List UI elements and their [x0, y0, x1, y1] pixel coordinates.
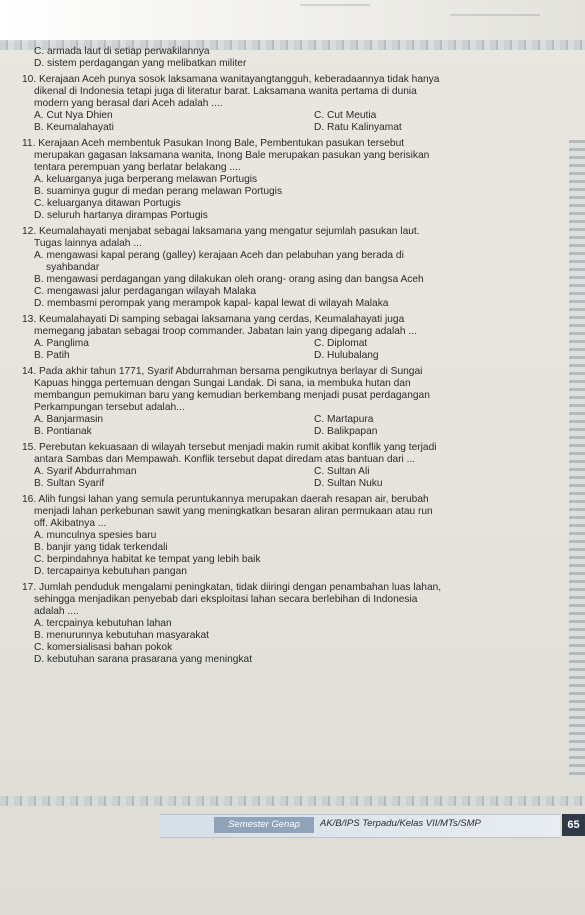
option-c: C. mengawasi jalur perdagangan wilayah Malaka [34, 286, 256, 297]
page-number: 65 [562, 814, 585, 836]
option-b: B. menurunnya kebutuhan masyarakat [34, 630, 209, 641]
option-d: D. kebutuhan sarana prasarana yang meningkat [34, 654, 253, 665]
option-b: B. Pontianak [34, 426, 92, 437]
option-row [22, 426, 562, 438]
option-a: A. Cut Nya Dhien [34, 110, 113, 121]
question-text: 16. Alih fungsi lahan yang semula peruntukannya merupakan daerah resapan air, berubah [22, 494, 429, 505]
page-footer [0, 804, 585, 844]
question-text: Perkampungan tersebut adalah... [34, 402, 185, 413]
option-d: D. seluruh hartanya dirampas Portugis [34, 210, 208, 221]
option-c: C. Sultan Ali [314, 466, 370, 477]
question-text: off. Akibatnya ... [34, 518, 107, 529]
option-a: A. mengawasi kapal perang (galley) kerajaan Aceh dan pelabuhan yang berada di [34, 250, 404, 261]
question-text: merupakan gagasan laksamana wanita, Inong Bale merupakan pasukan yang berisikan [34, 150, 430, 161]
option-c: C. Martapura [314, 414, 374, 425]
question-17 [22, 582, 562, 666]
option-row [22, 110, 562, 122]
question-text: 11. Kerajaan Aceh membentuk Pasukan Inong Bale, Pembentukan pasukan tersebut [22, 138, 405, 149]
decorative-border-right [569, 140, 585, 780]
question-text: membangun pemukiman baru yang kemudian berkembang menjadi pusat perdagangan [34, 390, 430, 401]
question-11 [22, 138, 562, 222]
question-text: sehingga menjadikan penyebab dari eksploitasi lahan secara berlebihan di Indonesia [34, 594, 418, 605]
question-16 [22, 494, 562, 578]
option-a: A. Panglima [34, 338, 89, 349]
question-content [22, 46, 562, 666]
scribble-mark [300, 4, 370, 6]
question-text: memegang jabatan sebagai troop commander. Jabatan lain yang dipegang adalah ... [34, 326, 417, 337]
option-row [22, 122, 562, 134]
option-a: A. tercpainya kebutuhan lahan [34, 618, 172, 629]
option-b: B. mengawasi perdagangan yang dilakukan oleh orang- orang asing dan bangsa Aceh [34, 274, 424, 285]
question-text: 15. Perebutan kekuasaan di wilayah tersebut menjadi makin rumit akibat konflik yang terjadi [22, 442, 437, 453]
question-text: dikenal di Indonesia tetapi juga di literatur barat. Laksamana wanita pertama di dunia [34, 86, 417, 97]
option-row [22, 350, 562, 362]
question-text: menjadi lahan perkebunan sawit yang meningkatkan besaran aliran permukaan atau run [34, 506, 433, 517]
question-text: Tugas lainnya adalah ... [34, 238, 142, 249]
option-row [22, 478, 562, 490]
question-text: tentara perempuan yang berlatar belakang .... [34, 162, 241, 173]
question-10 [22, 74, 562, 134]
option-b: B. Keumalahayati [34, 122, 114, 133]
question-text: antara Sambas dan Mempawah. Konflik tersebut dapat diredam atas bantuan dari ... [34, 454, 416, 465]
option-d: D. Ratu Kalinyamat [314, 122, 402, 133]
option-b: B. Patih [34, 350, 70, 361]
question-text: Kapuas hingga pertemuan dengan Sungai Landak. Di sana, ia membuka hutan dan [34, 378, 411, 389]
option-b: B. suaminya gugur di medan perang melawan Portugis [34, 186, 283, 197]
question-13 [22, 314, 562, 362]
option-row [22, 414, 562, 426]
option-c: C. berpindahnya habitat ke tempat yang lebih baik [34, 554, 261, 565]
option-b: B. Sultan Syarif [34, 478, 105, 489]
option-a: A. Syarif Abdurrahman [34, 466, 137, 477]
option-row [22, 338, 562, 350]
option-c: C. Cut Meutia [314, 110, 377, 121]
question-14 [22, 366, 562, 438]
option-c: C. keluarganya ditawan Portugis [34, 198, 181, 209]
option-d: D. Sultan Nuku [314, 478, 383, 489]
question-text: 13. Keumalahayati Di samping sebagai laksamana yang cerdas, Keumalahayati juga [22, 314, 405, 325]
option-d: D. Balikpapan [314, 426, 378, 437]
option-a: A. keluarganya juga berperang melawan Portugis [34, 174, 258, 185]
option-a-continued: syahbandar [46, 262, 100, 273]
page-top-edge [0, 0, 585, 42]
course-code: AK/B/IPS Terpadu/Kelas VII/MTs/SMP [320, 818, 481, 829]
question-text: 14. Pada akhir tahun 1771, Syarif Abdurrahman bersama pengikutnya berlayar di Sungai [22, 366, 423, 377]
option-d: D. Hulubalang [314, 350, 379, 361]
semester-label: Semester Genap [214, 817, 314, 833]
question-text: 17. Jumlah penduduk mengalami peningkatan, tidak diiringi dengan penambahan luas lahan, [22, 582, 442, 593]
option-b: B. banjir yang tidak terkendali [34, 542, 168, 553]
scribble-mark [450, 14, 540, 16]
option-c: C. Diplomat [314, 338, 368, 349]
option-text: D. sistem perdagangan yang melibatkan militer [34, 58, 247, 69]
option-d: D. tercapainya kebutuhan pangan [34, 566, 187, 577]
option-text: C. armada laut di setiap perwakilannya [34, 46, 210, 57]
question-text: 10. Kerajaan Aceh punya sosok laksamana wanitayangtangguh, keberadaannya tidak hanya [22, 74, 440, 85]
question-text: modern yang berasal dari Aceh adalah .... [34, 98, 223, 109]
option-a: A. munculnya spesies baru [34, 530, 157, 541]
question-text: 12. Keumalahayati menjabat sebagai laksamana yang mengatur sejumlah pasukan laut. [22, 226, 420, 237]
option-d: D. membasmi perompak yang merampok kapal- kapal lewat di wilayah Malaka [34, 298, 389, 309]
option-a: A. Banjarmasin [34, 414, 104, 425]
question-15 [22, 442, 562, 490]
option-c: C. komersialisasi bahan pokok [34, 642, 173, 653]
question-12 [22, 226, 562, 310]
question-text: adalah .... [34, 606, 79, 617]
option-row [22, 466, 562, 478]
